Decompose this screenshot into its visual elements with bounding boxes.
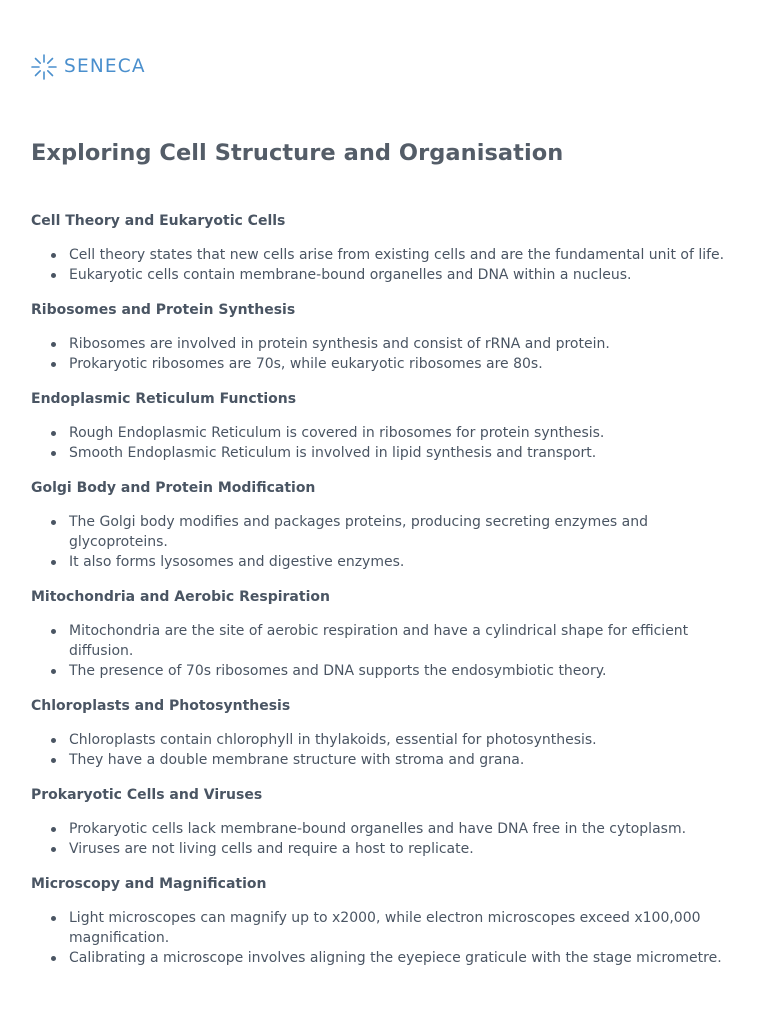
section-heading: Cell Theory and Eukaryotic Cells: [31, 213, 286, 229]
bullet-list: [31, 621, 731, 681]
section-heading: Golgi Body and Protein Modification: [31, 480, 316, 496]
bullet-text: It also forms lysosomes and digestive enzymes.: [69, 554, 405, 570]
bullet-text: Mitochondria are the site of aerobic respiration and have a cylindrical shape for efficient diffusion.: [69, 623, 689, 659]
bullet-item: [31, 423, 731, 443]
bullet-item: [31, 819, 731, 839]
bullet-item: [31, 730, 731, 750]
starburst-logo-icon: [31, 54, 57, 80]
bullet-list: [31, 730, 731, 770]
note-section: [31, 587, 731, 681]
bullet-item: [31, 908, 731, 948]
bullet-item: [31, 443, 731, 463]
bullet-list: [31, 819, 731, 859]
seneca-logo: [31, 54, 146, 80]
bullet-text: Cell theory states that new cells arise from existing cells and are the fundamental unit of life.: [69, 247, 725, 263]
bullet-text: Ribosomes are involved in protein synthesis and consist of rRNA and protein.: [69, 336, 610, 352]
notes-content: [31, 211, 731, 983]
bullet-dot-icon: [51, 669, 56, 674]
bullet-text: Eukaryotic cells contain membrane-bound organelles and DNA within a nucleus.: [69, 267, 632, 283]
bullet-item: [31, 948, 731, 968]
note-section: [31, 785, 731, 859]
bullet-text: Smooth Endoplasmic Reticulum is involved in lipid synthesis and transport.: [69, 445, 597, 461]
section-heading: Endoplasmic Reticulum Functions: [31, 391, 297, 407]
bullet-text: Rough Endoplasmic Reticulum is covered in ribosomes for protein synthesis.: [69, 425, 605, 441]
bullet-item: [31, 750, 731, 770]
section-heading: Ribosomes and Protein Synthesis: [31, 302, 296, 318]
section-heading: Prokaryotic Cells and Viruses: [31, 787, 263, 803]
bullet-text: They have a double membrane structure with stroma and grana.: [69, 752, 525, 768]
page-title: Exploring Cell Structure and Organisation: [31, 140, 564, 166]
bullet-item: [31, 839, 731, 859]
bullet-item: [31, 354, 731, 374]
bullet-dot-icon: [51, 451, 56, 456]
bullet-list: [31, 423, 731, 463]
bullet-dot-icon: [51, 916, 56, 921]
bullet-text: Chloroplasts contain chlorophyll in thylakoids, essential for photosynthesis.: [69, 732, 597, 748]
bullet-dot-icon: [51, 738, 56, 743]
bullet-text: Prokaryotic cells lack membrane-bound organelles and have DNA free in the cytoplasm.: [69, 821, 687, 837]
bullet-list: [31, 512, 731, 572]
bullet-item: [31, 552, 731, 572]
note-section: [31, 874, 731, 968]
bullet-dot-icon: [51, 342, 56, 347]
note-section: [31, 211, 731, 285]
note-section: [31, 300, 731, 374]
bullet-text: The presence of 70s ribosomes and DNA supports the endosymbiotic theory.: [69, 663, 607, 679]
bullet-dot-icon: [51, 847, 56, 852]
bullet-dot-icon: [51, 520, 56, 525]
note-section: [31, 389, 731, 463]
brand-name: SENECA: [64, 56, 146, 77]
bullet-item: [31, 661, 731, 681]
bullet-text: Light microscopes can magnify up to x2000, while electron microscopes exceed x100,000 magnification.: [69, 910, 701, 946]
section-heading: Chloroplasts and Photosynthesis: [31, 698, 291, 714]
bullet-item: [31, 334, 731, 354]
bullet-item: [31, 265, 731, 285]
bullet-item: [31, 512, 731, 552]
bullet-text: Prokaryotic ribosomes are 70s, while eukaryotic ribosomes are 80s.: [69, 356, 543, 372]
bullet-dot-icon: [51, 431, 56, 436]
note-section: [31, 478, 731, 572]
bullet-dot-icon: [51, 560, 56, 565]
bullet-dot-icon: [51, 956, 56, 961]
bullet-text: Viruses are not living cells and require a host to replicate.: [69, 841, 474, 857]
bullet-dot-icon: [51, 273, 56, 278]
bullet-dot-icon: [51, 253, 56, 258]
bullet-list: [31, 334, 731, 374]
section-heading: Microscopy and Magnification: [31, 876, 267, 892]
section-heading: Mitochondria and Aerobic Respiration: [31, 589, 330, 605]
bullet-list: [31, 245, 731, 285]
note-section: [31, 696, 731, 770]
bullet-item: [31, 621, 731, 661]
bullet-item: [31, 245, 731, 265]
bullet-dot-icon: [51, 629, 56, 634]
bullet-dot-icon: [51, 362, 56, 367]
bullet-text: The Golgi body modifies and packages proteins, producing secreting enzymes and glycoproteins.: [69, 514, 649, 550]
bullet-dot-icon: [51, 827, 56, 832]
bullet-text: Calibrating a microscope involves aligning the eyepiece graticule with the stage micrometre.: [69, 950, 722, 966]
bullet-list: [31, 908, 731, 968]
bullet-dot-icon: [51, 758, 56, 763]
